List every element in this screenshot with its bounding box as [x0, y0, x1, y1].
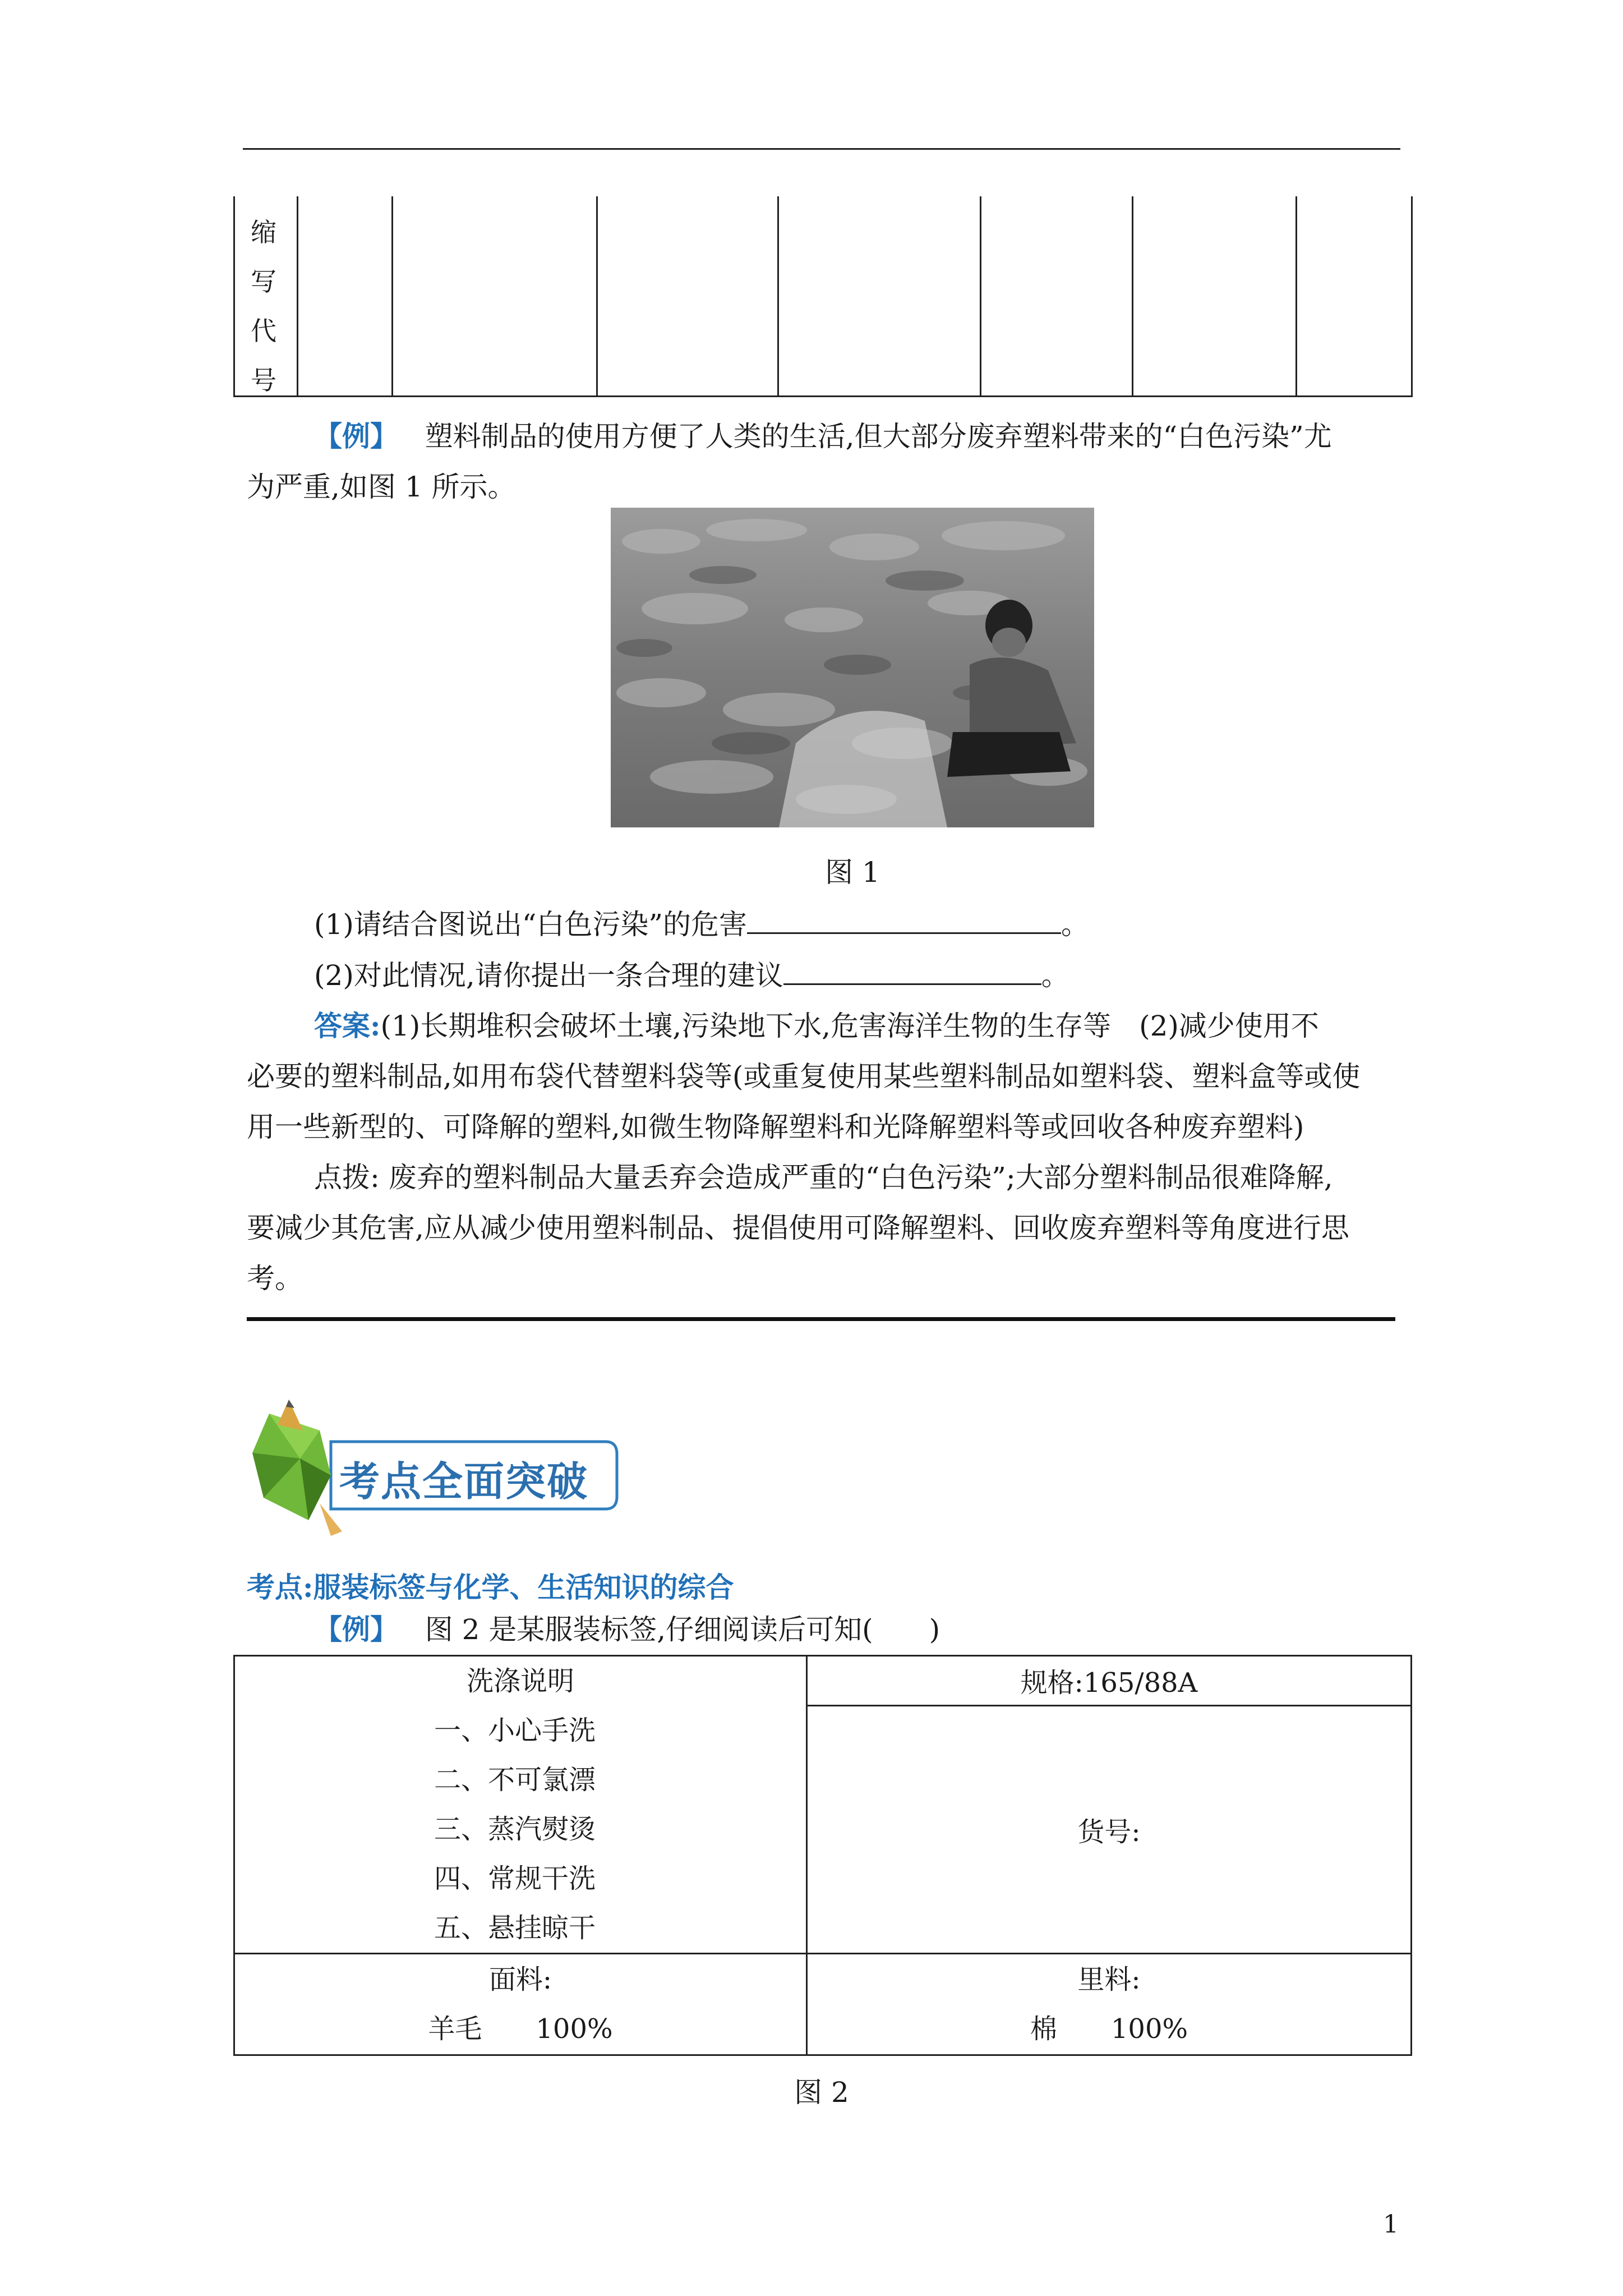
white-pollution-photo	[611, 508, 1094, 827]
table-border	[233, 395, 1413, 397]
table-border	[233, 196, 235, 397]
wash-item: 二、不可氯漂	[434, 1764, 596, 1796]
abbreviation-label: 缩 写 代 号	[251, 217, 276, 395]
table-row	[234, 1656, 1412, 1706]
wash-item: 五、悬挂晾干	[434, 1912, 596, 1944]
table-column-line	[777, 196, 779, 397]
lining-cell: 里料: 棉 100%	[807, 1954, 1412, 2055]
table-column-line	[1295, 196, 1297, 397]
answer-blank[interactable]	[747, 899, 1061, 934]
example2-text: 【例】 图 2 是某服装标签,仔细阅读后可知( )	[314, 1613, 940, 1646]
example1-questions: (1)请结合图说出“白色污染”的危害 。 (2)对此情况,请你提出一条合理的建议 。 答案:(1)长期堆积会破坏土壤,污染地下水,危害海洋生物的生存等 (2)减少使用不 必要的塑料制品,如用布袋代替塑料袋等(或重复使用某些塑料制品如塑料袋、塑料盒等或使 用一些新型的、可降解的塑料,如微生物降解塑料和光降解塑料等或回收各种废弃塑料) 点拨: 废弃的塑料制品大量丢弃会造成严重的“白色污染”;大部分塑料制品很难降解, 要减少其危害,应从减少使用塑料制品、提倡使用可降解塑料、回收废弃塑料等角度进行思 考。	[247, 899, 1402, 1304]
section-banner	[247, 1391, 623, 1543]
section-divider	[247, 1317, 1395, 1321]
clothing-label-table	[233, 1655, 1412, 2056]
spec-cell: 规格:165/88A	[807, 1656, 1412, 1706]
header-rule	[243, 148, 1400, 150]
table-column-line	[596, 196, 598, 397]
page-number: 1	[1383, 2210, 1399, 2239]
table-column-line	[297, 196, 298, 397]
wash-item: 一、小心手洗	[434, 1715, 596, 1746]
plastic-waste-image	[611, 508, 1094, 827]
example1-text: 【例】 塑料制品的使用方便了人类的生活,但大部分废弃塑料带来的“白色污染”尤 为严重,如图 1 所示。	[247, 420, 1332, 503]
table-row	[234, 1954, 1412, 2055]
figure2-caption: 图 2	[794, 2076, 849, 2109]
section-heading: 考点:服装标签与化学、生活知识的综合	[247, 1571, 734, 1604]
wash-instructions-cell	[234, 1656, 807, 1954]
table-column-line	[391, 196, 393, 397]
table-column-line	[1132, 196, 1133, 397]
figure1-caption: 图 1	[825, 856, 880, 889]
wash-item: 四、常规干洗	[434, 1863, 596, 1894]
wash-item: 三、蒸汽熨烫	[434, 1814, 596, 1845]
abbreviation-table-fragment	[233, 196, 1413, 397]
table-border	[1411, 196, 1413, 397]
example-tag: 【例】	[314, 1613, 398, 1646]
example-tag: 【例】	[314, 420, 398, 453]
banner-title: 考点全面突破	[339, 1458, 589, 1505]
answer-blank[interactable]	[783, 950, 1041, 985]
item-number-cell: 货号:	[807, 1705, 1412, 1954]
table-column-line	[980, 196, 981, 397]
fabric-cell: 面料: 羊毛 100%	[234, 1954, 807, 2055]
answer-label: 答案:	[314, 1009, 381, 1042]
wash-title: 洗涤说明	[466, 1665, 574, 1697]
